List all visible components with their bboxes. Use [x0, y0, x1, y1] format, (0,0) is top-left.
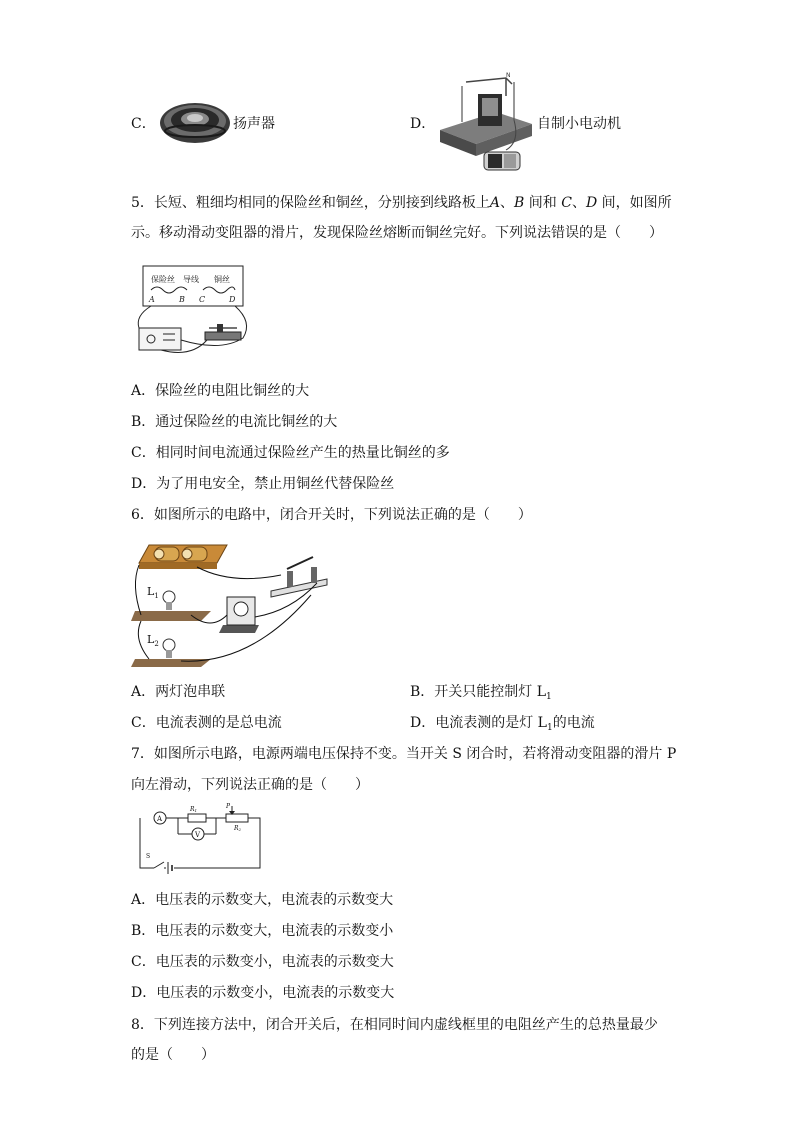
- q5-fig-label-fuse: 保险丝: [151, 275, 175, 284]
- q6-option-d: D．电流表测的是灯 $L_1$的电流: [410, 715, 595, 733]
- option-c-label: 扬声器: [233, 116, 275, 132]
- q5-fig-label-wire: 导线: [183, 275, 199, 284]
- q7-fig-ammeter: A: [157, 815, 163, 823]
- q5-stem-line1: 5．长短、粗细均相同的保险丝和铜丝，分别接到线路板上A、B 间和 C、D 间，如图所: [131, 195, 672, 211]
- q5-fig-label-copper: 铜丝: [214, 275, 230, 284]
- q7-stem-line2: 向左滑动，下列说法正确的是（ ）: [131, 777, 369, 793]
- motor-image: [436, 72, 536, 180]
- option-d-letter: D．: [410, 116, 436, 132]
- option-c-letter: C．: [131, 116, 156, 132]
- q7-circuit-figure: [136, 804, 266, 872]
- q7-option-b: B．电压表的示数变大，电流表的示数变小: [131, 923, 394, 939]
- q5-option-a: A．保险丝的电阻比铜丝的大: [131, 383, 310, 399]
- q6-circuit-figure: [131, 535, 331, 667]
- q7-fig-s: S: [146, 853, 151, 860]
- q6-option-a: A．两灯泡串联: [131, 684, 226, 700]
- q7-fig-r2: R2: [234, 825, 242, 832]
- q5-fig-point-a: A: [149, 295, 155, 304]
- q7-stem-line1: 7．如图所示电路，电源两端电压保持不变。当开关 S 闭合时，若将滑动变阻器的滑片 P: [131, 746, 677, 762]
- q5-stem-line2: 示。移动滑动变阻器的滑片，发现保险丝熔断而铜丝完好。下列说法错误的是（ ）: [131, 225, 663, 241]
- q5-option-d: D．为了用电安全，禁止用铜丝代替保险丝: [131, 476, 395, 492]
- q8-stem-line1: 8．下列连接方法中，闭合开关后，在相同时间内虚线框里的电阻丝产生的总热量最少: [131, 1017, 658, 1033]
- svg-text:N: N: [506, 72, 511, 79]
- q6-stem: 6．如图所示的电路中，闭合开关时，下列说法正确的是（ ）: [131, 507, 532, 523]
- q5-fig-point-d: D: [229, 295, 236, 304]
- q8-stem-line2: 的是（ ）: [131, 1047, 215, 1063]
- q5-fig-point-b: B: [179, 295, 185, 304]
- q7-fig-voltmeter: V: [195, 831, 201, 839]
- q7-option-d: D．电压表的示数变小，电流表的示数变大: [131, 985, 395, 1001]
- q6-option-c: C．电流表测的是总电流: [131, 715, 282, 731]
- q5-circuit-figure: [131, 262, 256, 362]
- q7-fig-p: P: [226, 803, 231, 810]
- speaker-image: [158, 97, 232, 149]
- q7-option-a: A．电压表的示数变大，电流表的示数变大: [131, 892, 394, 908]
- q6-fig-lamp1-label: $L_1$: [147, 585, 159, 600]
- q6-option-b: B．开关只能控制灯 $L_1$: [410, 684, 552, 702]
- q5-option-b: B．通过保险丝的电流比铜丝的大: [131, 414, 338, 430]
- q5-fig-point-c: C: [199, 295, 206, 304]
- q7-option-c: C．电压表的示数变小，电流表的示数变大: [131, 954, 394, 970]
- q5-option-c: C．相同时间电流通过保险丝产生的热量比铜丝的多: [131, 445, 450, 461]
- option-d-label: 自制小电动机: [537, 116, 621, 132]
- q6-fig-lamp2-label: $L_2$: [147, 633, 159, 648]
- q7-fig-r1: R1: [190, 806, 198, 813]
